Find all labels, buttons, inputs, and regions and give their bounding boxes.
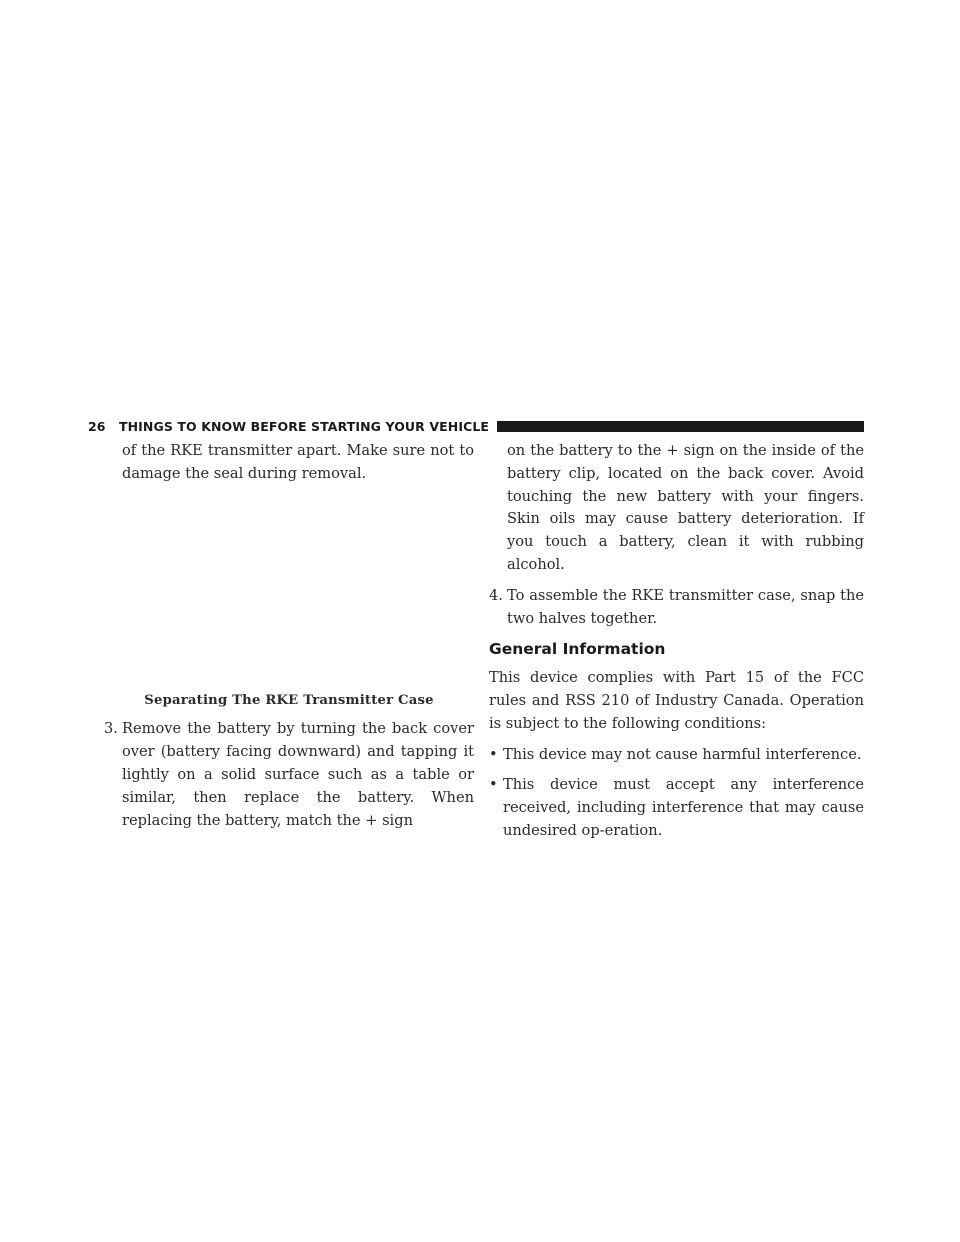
- step-3: [104, 718, 474, 832]
- right-column: [489, 440, 864, 843]
- step-4-number: 4.: [489, 586, 503, 604]
- header-rule: [497, 421, 864, 432]
- bullet-text: This device must accept any interference received, including interference that may cause undesired op-eration.: [503, 776, 864, 839]
- step-3-continuation: on the battery to the + sign on the inside of the battery clip, located on the back cover. Avoid touching the new battery with your fingers. Skin oils may cause battery deterioration. If you touch a battery, clean it with rubbing alcohol.: [507, 442, 864, 573]
- step-3-number: 3.: [104, 720, 118, 738]
- step-4-text: To assemble the RKE transmitter case, snap the two halves together.: [507, 586, 864, 627]
- fcc-intro-paragraph: This device complies with Part 15 of the FCC rules and RSS 210 of Industry Canada. Operation is subject to the following conditions:: [489, 669, 864, 732]
- bullet-mark: •: [489, 776, 498, 794]
- page-number: 26: [88, 418, 106, 434]
- section-title: THINGS TO KNOW BEFORE STARTING YOUR VEHICLE: [118, 418, 490, 434]
- page-header-text: [88, 419, 497, 434]
- section-heading: General Information: [489, 640, 666, 659]
- bullet-item: [489, 774, 864, 842]
- step-3-text: Remove the battery by turning the back cover over (battery facing downward) and tapping it lightly on a solid surface such as a table or similar, then replace the battery. When replacing the battery, match the + sign: [122, 720, 474, 829]
- page-header: [88, 418, 864, 434]
- step-4: [489, 585, 864, 631]
- figure-caption: Separating The RKE Transmitter Case: [144, 692, 434, 708]
- bullet-mark: •: [489, 745, 498, 763]
- bullet-text: This device may not cause harmful interference.: [503, 745, 862, 763]
- figure-placeholder: [104, 486, 474, 690]
- continuation-paragraph: of the RKE transmitter apart. Make sure not to damage the seal during removal.: [122, 442, 474, 482]
- bullet-item: [489, 744, 864, 767]
- left-column: [104, 440, 474, 832]
